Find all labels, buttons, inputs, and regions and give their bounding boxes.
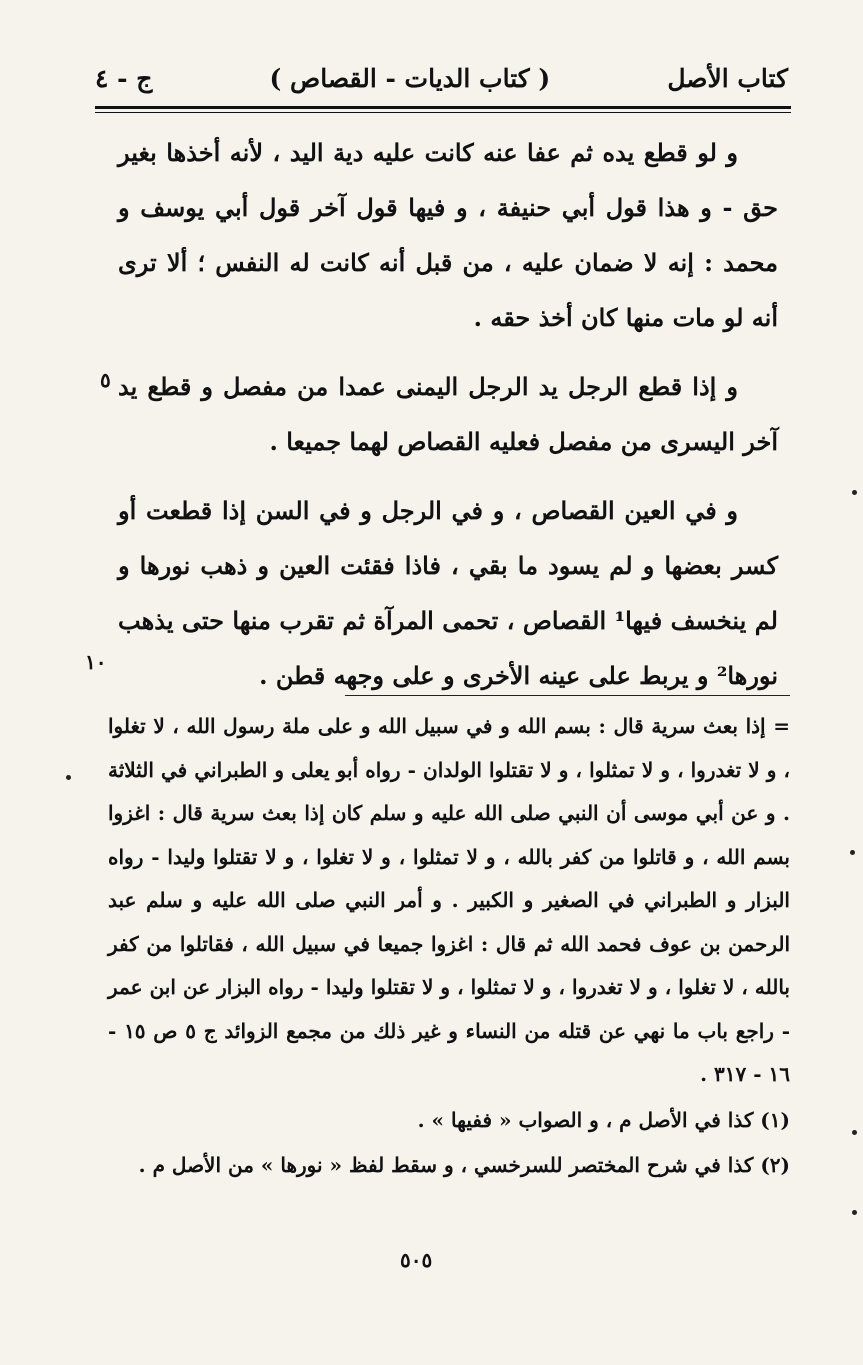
text-line: بغير حق - و هذا قول أبي حنيفة ، و فيها قول آخر قول أبي يوسف [118, 138, 778, 222]
line-number-5: ٥ [100, 368, 111, 392]
scan-speck [852, 1130, 857, 1135]
footnote-continuation [108, 705, 790, 1097]
footnote-line: و سلم عبد الرحمن بن عوف فحمد الله ثم قال : اغزوا جميعا في سبيل الله ، فقاتلوا [108, 888, 790, 956]
footnotes [108, 705, 790, 1188]
text-line: اليسرى من مفصل فعليه القصاص لهما جميعا . [269, 427, 735, 456]
section-title: ( كتاب الديات - القصاص ) [269, 63, 551, 93]
text-line: و لو قطع يده ثم عفا عنه كانت عليه دية اليد ، لأنه أخذها [156, 138, 738, 167]
text-line: و محمد : إنه لا ضمان عليه ، من قبل أنه كانت له النفس ؛ ألا ترى أنه [118, 193, 778, 332]
footnote-line: = إذا بعث سرية قال : بسم الله و في سبيل الله و على ملة رسول الله ، لا تغلوا ، [108, 714, 790, 782]
text-line: على عينه الأخرى و على وجهه قطن . [259, 661, 631, 690]
scan-speck [850, 850, 855, 855]
footnote-line: و لا تغدروا ، و لا تمثلوا ، و لا تقتلوا الولدان - رواه أبو يعلى و الطبراني في [153, 757, 777, 782]
text-line: بعضها و لم يسود ما بقي ، فاذا فقئت العين و ذهب نورها و لم ينخسف [118, 551, 778, 635]
paragraph-1 [118, 125, 778, 345]
running-header [95, 58, 788, 98]
footnote-line: الزوائد ج ٥ ص ١٥ - ١٦ - ٣١٧ . [108, 1018, 790, 1086]
header-rule-thick [95, 106, 791, 109]
footnote-line: البزار عن ابن عمر - راجع باب ما نهي عن قتله من النساء و غير ذلك من مجمع [108, 975, 791, 1043]
footnote-rule [345, 695, 790, 696]
page-number: ٥٠٥ [400, 1248, 433, 1272]
paragraph-3 [118, 483, 778, 703]
volume-label: ج - ٤ [95, 63, 153, 93]
footnote-1: (١) كذا في الأصل م ، و الصواب « ففيها » . [417, 1107, 790, 1132]
text-line: و في العين القصاص ، و في الرجل و في السن إذا قطعت أو كسر [118, 496, 779, 580]
main-text [118, 125, 778, 703]
text-line: و إذا قطع الرجل يد الرجل اليمنى عمدا من مفصل و قطع يد آخر [118, 372, 778, 456]
scan-speck [852, 490, 857, 495]
scan-speck [66, 775, 71, 780]
text-line: فيها¹ القصاص ، تحمى المرآة ثم تقرب منها حتى يذهب نورها² و يربط [118, 606, 778, 690]
footnote-line: اغزوا بسم الله ، و قاتلوا من كفر بالله ، و لا تمثلوا ، و لا تغلوا ، و لا تقتلوا [108, 801, 790, 869]
text-line: لو مات منها كان أخذ حقه . [473, 303, 744, 332]
footnote-line: من كفر بالله ، لا تغلوا ، و لا تغدروا ، و لا تمثلوا ، و لا تقتلوا وليدا - رواه [108, 931, 790, 999]
footnote-line: وليدا - رواه البزار و الطبراني في الصغير و الكبير . و أمر النبي صلى الله عليه [108, 844, 790, 912]
footnote-line: الثلاثة . و عن أبي موسى أن النبي صلى الله عليه و سلم كان إذا بعث سرية قال : [108, 757, 791, 825]
book-title: كتاب الأصل [667, 63, 788, 93]
scan-speck [852, 1210, 857, 1215]
line-number-10: ١٠ [85, 650, 107, 674]
footnote-2: (٢) كذا في شرح المختصر للسرخسي ، و سقط لفظ « نورها » من الأصل م . [138, 1153, 790, 1177]
header-rule-thin [95, 112, 791, 113]
paragraph-2 [118, 359, 778, 469]
